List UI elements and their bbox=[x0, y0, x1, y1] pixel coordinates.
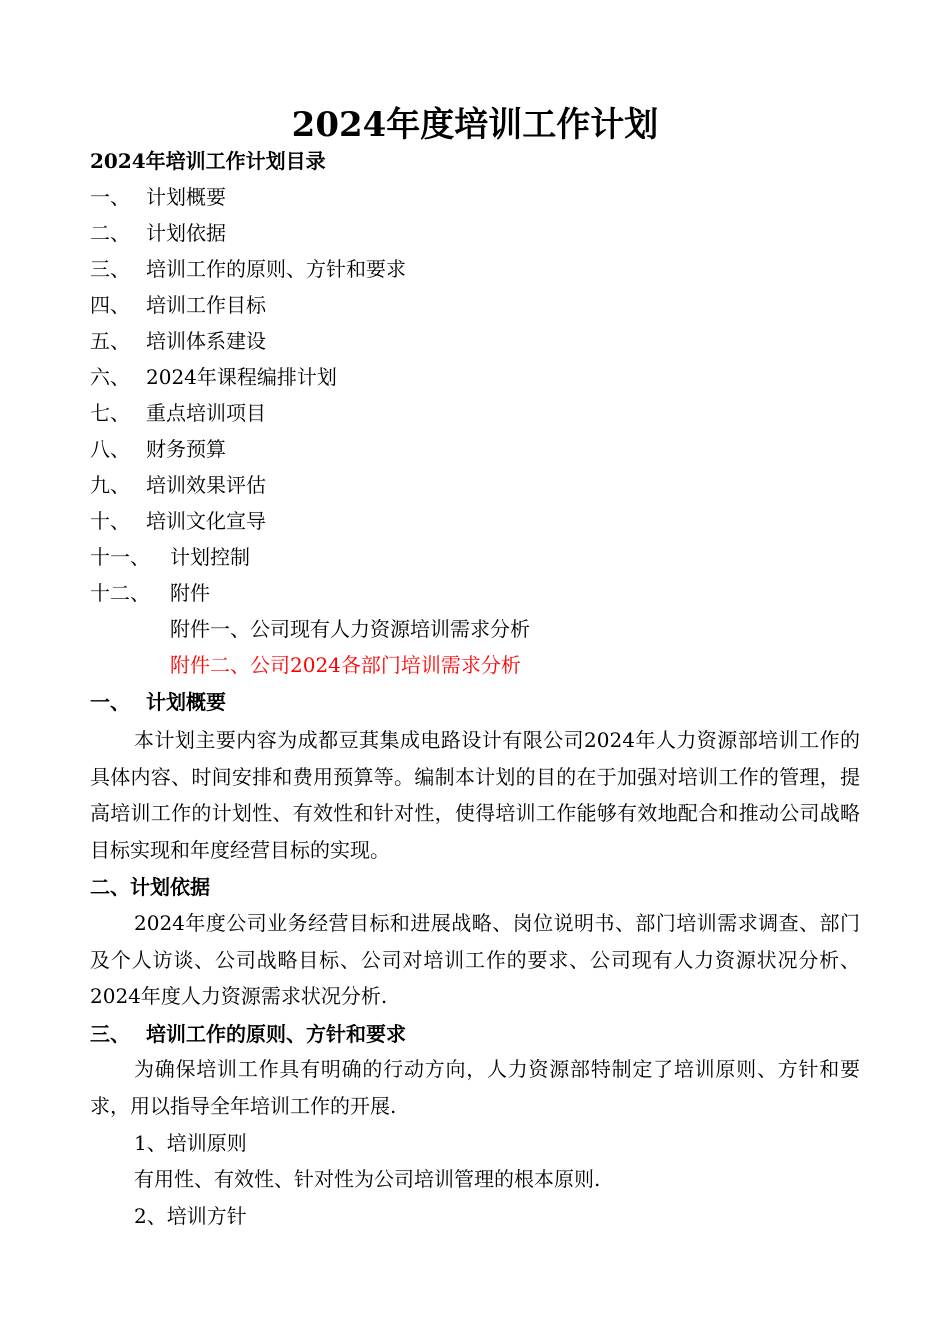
toc-item-number: 三、 bbox=[90, 257, 130, 281]
toc-item bbox=[90, 215, 226, 251]
sub-item-heading: 2、培训方针 bbox=[134, 1204, 247, 1228]
toc-item bbox=[90, 539, 250, 575]
toc-item-label: 培训效果评估 bbox=[146, 473, 266, 497]
toc-item bbox=[90, 575, 210, 611]
section-title: 计划概要 bbox=[146, 690, 226, 714]
toc-item bbox=[90, 179, 226, 215]
section-number: 三、 bbox=[90, 1022, 130, 1046]
section-paragraph: 本计划主要内容为成都豆萁集成电路设计有限公司2024年人力资源部培训工作的具体内容、时间安排和费用预算等。编制本计划的目的在于加强对培训工作的管理，提高培训工作的计划性、有效性和针对性，使得培训工作能够有效地配合和推动公司战略目标实现和年度经营目标的实现。 bbox=[90, 728, 860, 862]
toc-item-label: 培训工作的原则、方针和要求 bbox=[146, 257, 406, 281]
toc-item-number: 十一、 bbox=[90, 545, 150, 569]
toc-item-number: 八、 bbox=[90, 437, 130, 461]
toc-item-label: 重点培训项目 bbox=[146, 401, 266, 425]
toc-item-label: 财务预算 bbox=[146, 437, 226, 461]
section-heading bbox=[90, 869, 210, 905]
toc-item-number: 六、 bbox=[90, 365, 130, 389]
toc-item-number: 十二、 bbox=[90, 581, 150, 605]
sub-item-text: 有用性、有效性、针对性为公司培训管理的根本原则. bbox=[134, 1167, 601, 1191]
toc-heading: 2024年培训工作计划目录 bbox=[90, 149, 326, 173]
toc-item bbox=[90, 359, 337, 395]
section-paragraph: 为确保培训工作具有明确的行动方向，人力资源部特制定了培训原则、方针和要求，用以指导全年培训工作的开展. bbox=[90, 1057, 860, 1118]
section-number: 一、 bbox=[90, 690, 130, 714]
section-paragraph: 2024年度公司业务经营目标和进展战略、岗位说明书、部门培训需求调查、部门及个人访谈、公司战略目标、公司对培训工作的要求、公司现有人力资源状况分析、2024年度人力资源需求状况分析. bbox=[90, 911, 860, 1008]
toc-item-label: 培训文化宣导 bbox=[146, 509, 266, 533]
section-heading bbox=[90, 684, 226, 720]
toc-item-label: 2024年课程编排计划 bbox=[146, 365, 337, 389]
toc-item bbox=[90, 431, 226, 467]
attachment-item-highlighted: 附件二、公司2024各部门培训需求分析 bbox=[170, 653, 521, 677]
toc-item-number: 七、 bbox=[90, 401, 130, 425]
attachment-item: 附件一、公司现有人力资源培训需求分析 bbox=[170, 617, 530, 641]
toc-item-label: 培训工作目标 bbox=[146, 293, 266, 317]
toc-item bbox=[90, 503, 266, 539]
toc-item-number: 五、 bbox=[90, 329, 130, 353]
toc-item-label: 计划依据 bbox=[146, 221, 226, 245]
toc-item-number: 十、 bbox=[90, 509, 130, 533]
toc-item-label: 附件 bbox=[170, 581, 210, 605]
section-title: 培训工作的原则、方针和要求 bbox=[146, 1022, 406, 1046]
toc-item-number: 四、 bbox=[90, 293, 130, 317]
toc-item bbox=[90, 287, 266, 323]
section-heading bbox=[90, 1016, 406, 1052]
toc-item-number: 九、 bbox=[90, 473, 130, 497]
section-title: 二、计划依据 bbox=[90, 875, 210, 899]
sub-item-heading: 1、培训原则 bbox=[134, 1131, 247, 1155]
document-title: 2024年度培训工作计划 bbox=[291, 105, 659, 145]
toc-item bbox=[90, 323, 266, 359]
toc-item bbox=[90, 251, 406, 287]
toc-item bbox=[90, 467, 266, 503]
toc-item-label: 计划概要 bbox=[146, 185, 226, 209]
toc-item bbox=[90, 395, 266, 431]
toc-item-label: 计划控制 bbox=[170, 545, 250, 569]
toc-item-number: 一、 bbox=[90, 185, 130, 209]
toc-item-number: 二、 bbox=[90, 221, 130, 245]
toc-item-label: 培训体系建设 bbox=[146, 329, 266, 353]
